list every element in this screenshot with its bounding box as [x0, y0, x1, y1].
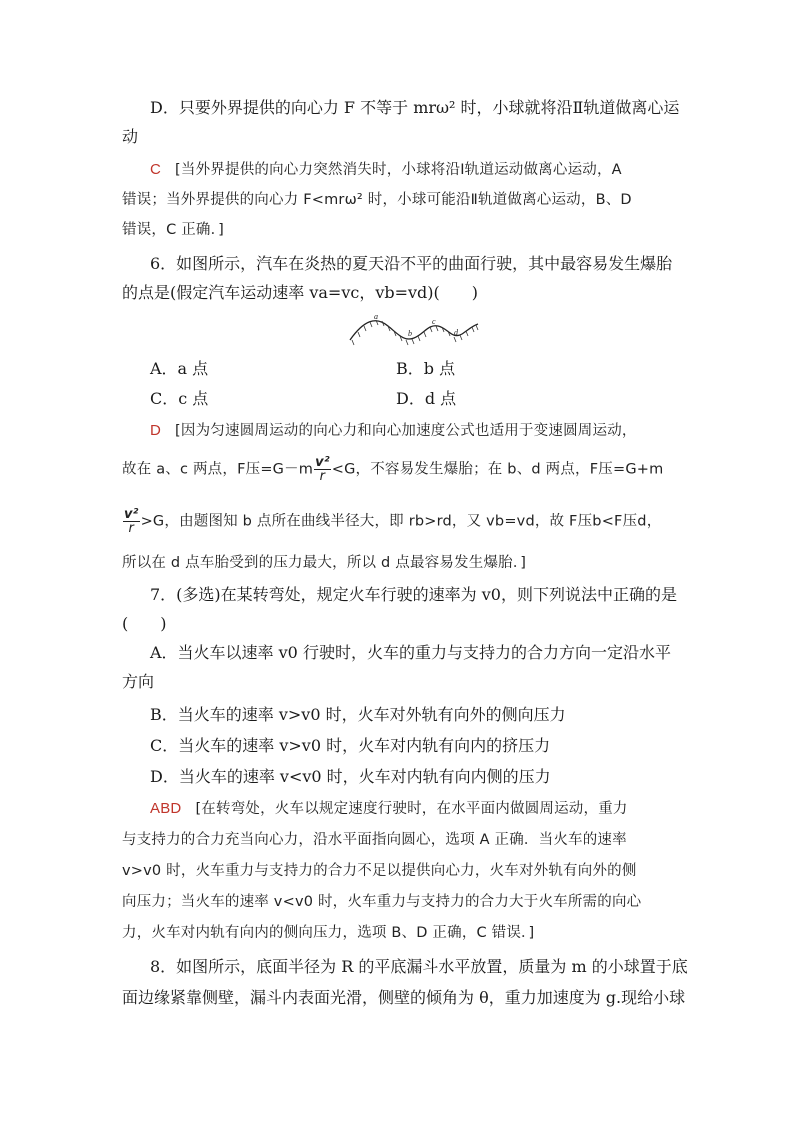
bumpy-road-figure	[348, 312, 480, 348]
q5-explanation-line1: C [当外界提供的向心力突然消失时，小球将沿Ⅰ轨道运动做离心运动，A	[150, 161, 622, 178]
q7-explanation-line5: 力，火车对内轨有向内的侧向压力，选项 B、D 正确，C 错误．]	[122, 925, 535, 941]
q7-option-a-line2: 方向	[122, 672, 155, 691]
q6-option-c: C．c 点	[150, 389, 209, 408]
q7-option-b: B．当火车的速率 v>v0 时，火车对外轨有向外的侧向压力	[150, 705, 566, 724]
q7-stem-line2: ( )	[122, 614, 167, 633]
q5-answer: C	[150, 161, 162, 178]
q6-option-b: B．b 点	[396, 359, 456, 378]
q6-explanation-line1: D [因为匀速圆周运动的向心力和向心加速度公式也适用于变速圆周运动，	[150, 422, 637, 439]
fraction-v2-over-r: $\frac{\text{v²}}{r}$	[124, 507, 139, 536]
q6-option-a: A．a 点	[150, 359, 209, 378]
q7-answer: ABD	[150, 800, 182, 817]
q8-stem-line2: 面边缘紧靠侧壁，漏斗内表面光滑，侧壁的倾角为 θ，重力加速度为 g.现给小球	[122, 988, 686, 1007]
fig-label-b: b	[408, 329, 412, 338]
q6-stem-line1: 6．如图所示，汽车在炎热的夏天沿不平的曲面行驶，其中最容易发生爆胎	[150, 254, 673, 273]
q7-explanation-line3: v>v0 时，火车重力与支持力的合力不足以提供向心力，火车对外轨有向外的侧	[122, 863, 637, 879]
q5-option-d-line1: D．只要外界提供的向心力 F 不等于 mrω² 时，小球就将沿Ⅱ轨道做离心运	[150, 98, 680, 117]
fig-label-a: a	[374, 312, 378, 321]
fraction-v2-over-r: $\frac{\text{v²}}{r}$	[315, 455, 330, 484]
q7-stem-line1: 7．(多选)在某转弯处，规定火车行驶的速率为 v0，则下列说法中正确的是	[150, 585, 677, 604]
q5-explanation-line3: 错误，C 正确．]	[122, 222, 224, 238]
q7-explanation-line1: ABD [在转弯处，火车以规定速度行驶时，在水平面内做圆周运动，重力	[150, 800, 628, 817]
q6-stem-line2: 的点是(假定汽车运动速率 va=vc，vb=vd)( )	[122, 283, 479, 302]
q7-option-c: C．当火车的速率 v>v0 时，火车对内轨有向内的挤压力	[150, 736, 551, 755]
q6-option-d: D．d 点	[396, 389, 457, 408]
q5-option-d-line2: 动	[122, 127, 139, 146]
fig-label-c: c	[432, 317, 436, 326]
q7-option-d: D．当火车的速率 v<v0 时，火车对内轨有向内侧的压力	[150, 767, 551, 786]
q5-explanation-line2: 错误；当外界提供的向心力 F<mrω² 时，小球可能沿Ⅱ轨道做离心运动，B、D	[122, 192, 632, 208]
q6-explanation-line4: 所以在 d 点车胎受到的压力最大，所以 d 点最容易发生爆胎．]	[122, 555, 527, 571]
q7-explanation-line4: 向压力；当火车的速率 v<v0 时，火车重力与支持力的合力大于火车所需的向心	[122, 894, 642, 910]
q7-explanation-line2: 与支持力的合力充当向心力，沿水平面指向圆心，选项 A 正确．当火车的速率	[122, 832, 627, 848]
q6-answer: D	[150, 422, 162, 439]
q7-option-a-line1: A．当火车以速率 v0 行驶时，火车的重力与支持力的合力方向一定沿水平	[150, 643, 671, 662]
q6-explanation-line2: 故在 a、c 两点，F压=G－m $\frac{\text{v²}}{r}$ <G，不容易发生爆胎；在 b、d 两点，F压=G+m	[122, 455, 664, 484]
fig-label-d: d	[454, 328, 458, 337]
q8-stem-line1: 8．如图所示，底面半径为 R 的平底漏斗水平放置，质量为 m 的小球置于底	[150, 957, 688, 976]
q6-explanation-line3: $\frac{\text{v²}}{r}$ >G，由题图知 b 点所在曲线半径大，即 rb>rd，又 vb=vd，故 F压b<F压d，	[124, 507, 662, 536]
